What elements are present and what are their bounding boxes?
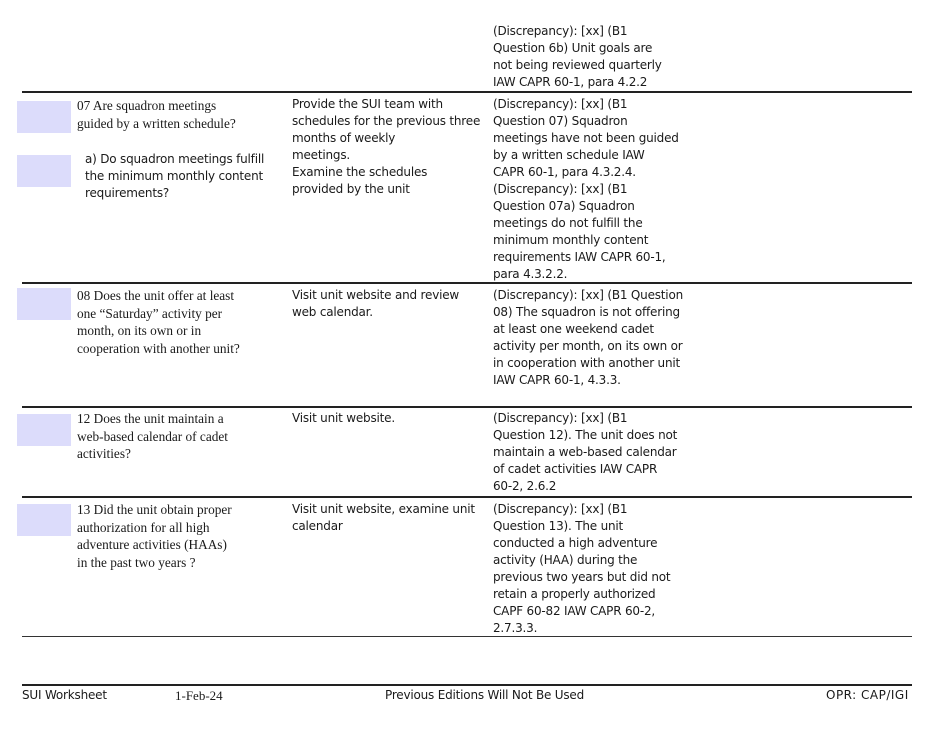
discrepancy-08: (Discrepancy): [xx] (B1 Question 08) The squadron is not offering at least one weekend cadet activity per month, on its own or in cooperation with another unit IAW CAPR 60-1, 4.3.3.	[493, 288, 683, 387]
discrepancy-07: (Discrepancy): [xx] (B1 Question 07) Squadron meetings have not been guided by a written schedule IAW CAPR 60-1, para 4.3.2.4. (Discrepancy): [xx] (B1 Question 07a) Squadron meetings do not fulfill the minimum monthly content requirements IAW CAPR 60-1, para 4.3.2.2.	[493, 97, 679, 281]
guidance-12: Visit unit website.	[292, 411, 395, 425]
question-07: 07 Are squadron meetings guided by a written schedule?	[77, 98, 236, 131]
discrepancy-12: (Discrepancy): [xx] (B1 Question 12). The unit does not maintain a web-based calendar of cadet activities IAW CAPR 60-2, 2.6.2	[493, 411, 678, 493]
guidance-08: Visit unit website and review web calendar.	[292, 288, 460, 319]
row-divider	[22, 282, 912, 284]
row-divider	[22, 406, 912, 408]
response-box-07a[interactable]	[17, 155, 71, 187]
question-13: 13 Did the unit obtain proper authorization for all high adventure activities (HAAs) in the past two years ?	[77, 502, 232, 570]
row-divider	[22, 496, 912, 498]
guidance-13: Visit unit website, examine unit calendar	[292, 502, 475, 533]
footer-opr: OPR: CAP/IGI	[826, 688, 909, 702]
guidance-07: Provide the SUI team with schedules for the previous three months of weekly meetings. Examine the schedules provided by the unit	[292, 97, 481, 196]
discrepancy-13: (Discrepancy): [xx] (B1 Question 13). The unit conducted a high adventure activity (HAA) during the previous two years but did not retain a properly authorized CAPF 60-82 IAW CAPR 60-2, 2.7.3.3.	[493, 502, 671, 635]
response-box-08[interactable]	[17, 288, 71, 320]
response-box-13[interactable]	[17, 504, 71, 536]
question-12: 12 Does the unit maintain a web-based calendar of cadet activities?	[77, 411, 228, 461]
row-divider	[22, 91, 912, 93]
question-08: 08 Does the unit offer at least one “Saturday” activity per month, on its own or in cooperation with another unit?	[77, 288, 240, 356]
question-07a: a) Do squadron meetings fulfill the minimum monthly content requirements?	[85, 152, 265, 200]
footer-editions-note: Previous Editions Will Not Be Used	[385, 688, 585, 702]
response-box-12[interactable]	[17, 414, 71, 446]
footer-rule	[22, 684, 912, 686]
discrepancy-6b: (Discrepancy): [xx] (B1 Question 6b) Unit goals are not being reviewed quarterly IAW CAPR 60-1, para 4.2.2	[493, 24, 662, 89]
footer-date: 1-Feb-24	[175, 688, 223, 703]
response-box-07[interactable]	[17, 101, 71, 133]
row-divider	[22, 636, 912, 637]
footer-form-name: SUI Worksheet	[22, 688, 107, 702]
